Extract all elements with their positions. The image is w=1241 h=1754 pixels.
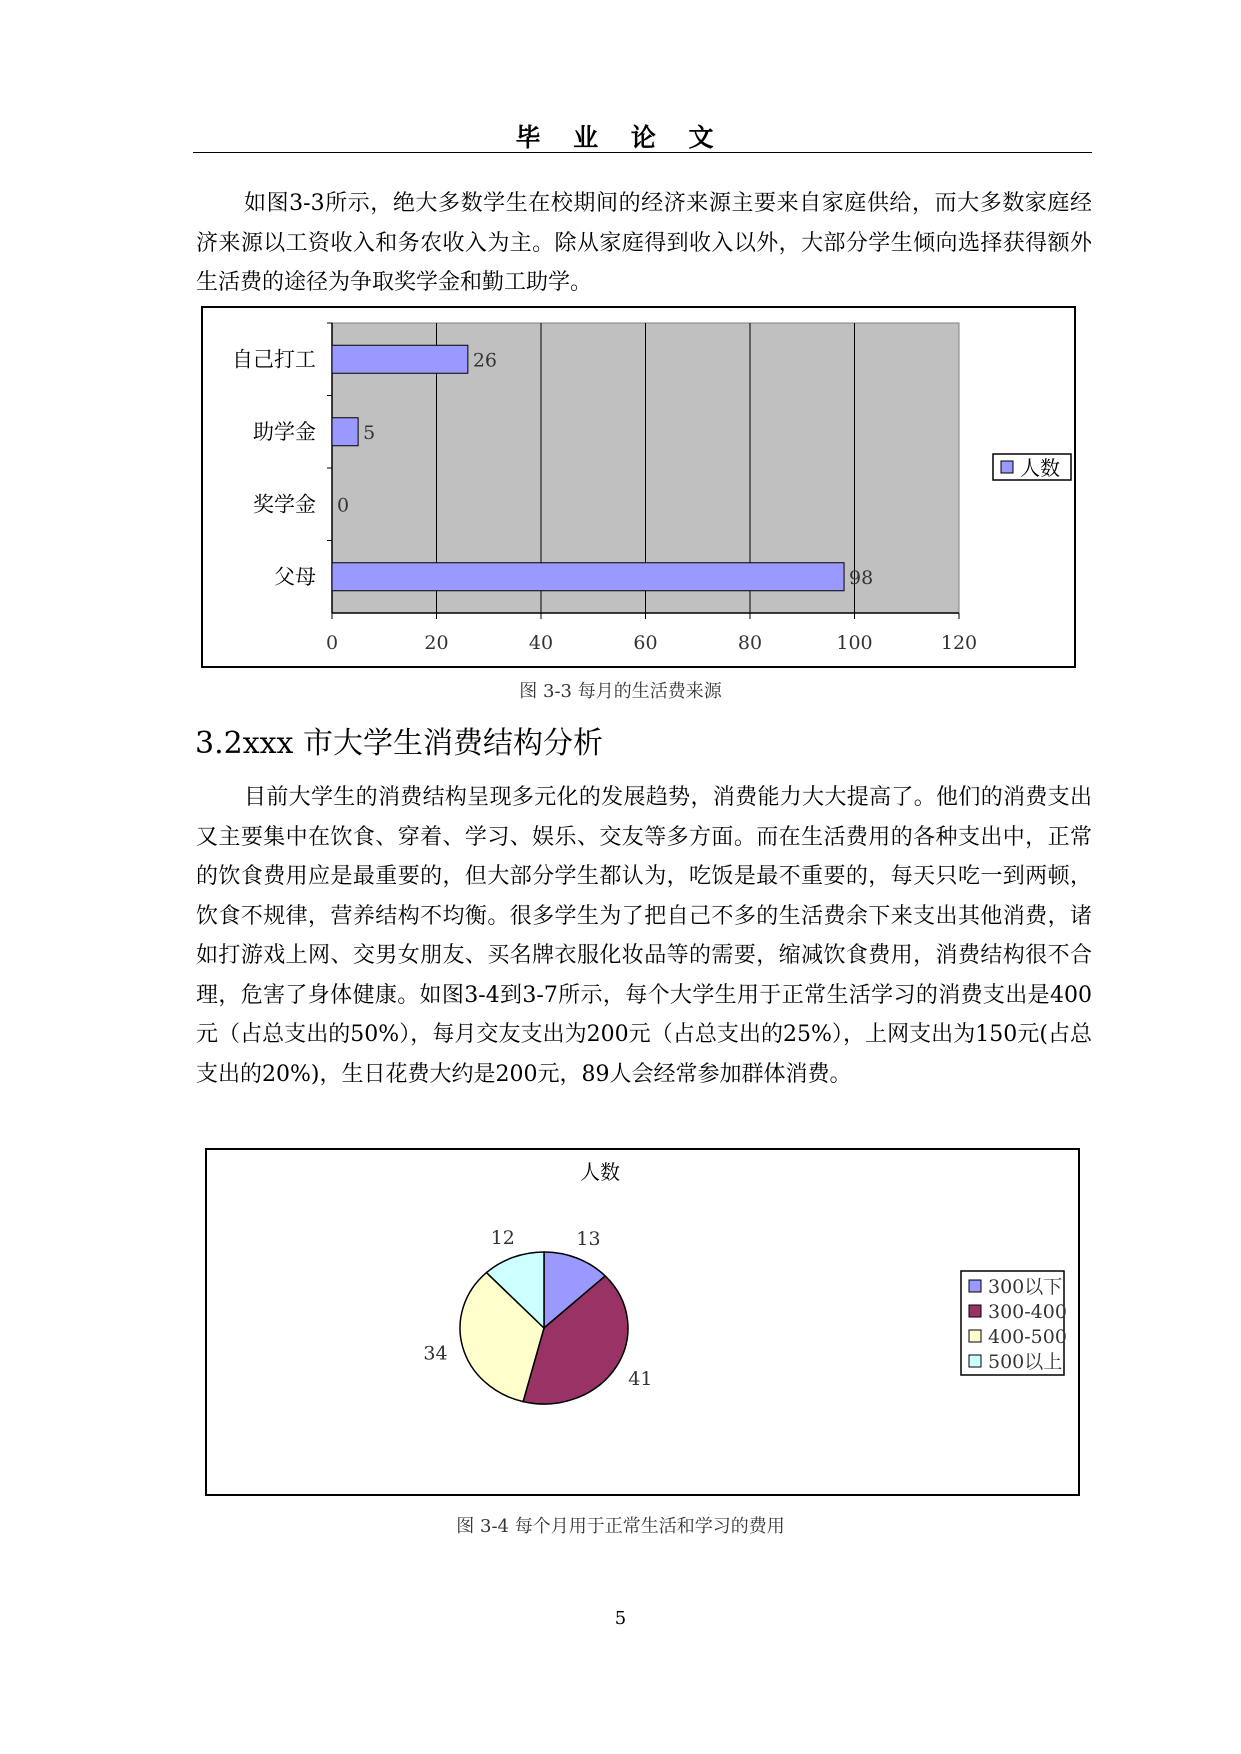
x-tick-label: 20 <box>424 632 449 654</box>
bar-chart-container <box>201 306 1076 668</box>
legend-swatch <box>969 1280 981 1292</box>
page-number: 5 <box>614 1608 627 1629</box>
header-rule <box>193 152 1092 153</box>
legend-swatch <box>1001 461 1013 473</box>
y-category-label: 助学金 <box>253 419 316 444</box>
x-tick-label: 100 <box>836 632 873 654</box>
bar-chart <box>203 308 1074 666</box>
pie-value-label: 12 <box>490 1226 515 1249</box>
bar-value-label: 98 <box>849 566 874 589</box>
section-heading: 3.2xxx 市大学生消费结构分析 <box>195 726 604 761</box>
document-header-title: 毕 业 论 文 <box>515 123 726 152</box>
legend <box>961 1271 1067 1375</box>
bar <box>332 418 358 446</box>
legend-swatch <box>969 1305 981 1317</box>
legend <box>993 454 1071 480</box>
pie-chart-container <box>205 1148 1080 1496</box>
x-tick-label: 120 <box>940 632 978 654</box>
y-category-label: 自己打工 <box>232 347 316 372</box>
bar-value-label: 5 <box>363 421 376 444</box>
bar-value-label: 26 <box>472 349 498 372</box>
legend-swatch <box>969 1355 981 1367</box>
pie-value-label: 34 <box>423 1342 448 1365</box>
figure-3-4-caption: 图 3-4 每个月用于正常生活和学习的费用 <box>456 1516 785 1537</box>
pie-value-label: 41 <box>628 1367 653 1390</box>
paragraph-2: 目前大学生的消费结构呈现多元化的发展趋势，消费能力大大提高了。他们的消费支出又主要集中在饮食、穿着、学习、娱乐、交友等多方面。而在生活费用的各种支出中，正常的饮食费用应是最重要的，但大部分学生都认为，吃饭是最不重要的，每天只吃一到两顿，饮食不规律，营养结构不均衡。很多学生为了把自己不多的生活费余下来支出其他消费，诸如打游戏上网、交男女朋友、买名牌衣服化妆品等的需要，缩减饮食费用，消费结构很不合理，危害了身体健康。如图3-4到3-7所示，每个大学生用于正常生活学习的消费支出是400元（占总支出的50%），每月交友支出为200元（占总支出的25%），上网支出为150元(占总支出的20%)，生日花费大约是200元，89人会经常参加群体消费。 <box>196 785 1092 1087</box>
x-tick-label: 80 <box>737 632 763 654</box>
legend-label: 300-400 <box>988 1301 1067 1323</box>
legend-label: 400-500 <box>988 1326 1067 1348</box>
legend-label: 人数 <box>1020 456 1060 480</box>
legend-swatch <box>969 1330 981 1342</box>
paragraph-1: 如图3-3所示，绝大多数学生在校期间的经济来源主要来自家庭供给，而大多数家庭经济来源以工资收入和务农收入为主。除从家庭得到收入以外，大部分学生倾向选择获得额外生活费的途径为争取奖学金和勤工助学。 <box>196 191 1092 295</box>
bar-value-label: 0 <box>337 494 350 517</box>
x-tick-label: 40 <box>528 632 554 654</box>
y-category-label: 奖学金 <box>253 492 316 517</box>
pie-chart <box>207 1150 1078 1494</box>
legend-label: 300以下 <box>988 1276 1063 1298</box>
figure-3-3-caption: 图 3-3 每月的生活费来源 <box>519 681 722 702</box>
bar <box>332 345 468 373</box>
legend-label: 500以上 <box>988 1351 1063 1373</box>
x-tick-label: 0 <box>325 632 339 654</box>
bar <box>332 563 844 591</box>
pie-title: 人数 <box>580 1160 620 1184</box>
pie-value-label: 13 <box>576 1228 601 1251</box>
y-category-label: 父母 <box>274 564 316 589</box>
x-tick-label: 60 <box>633 632 658 654</box>
